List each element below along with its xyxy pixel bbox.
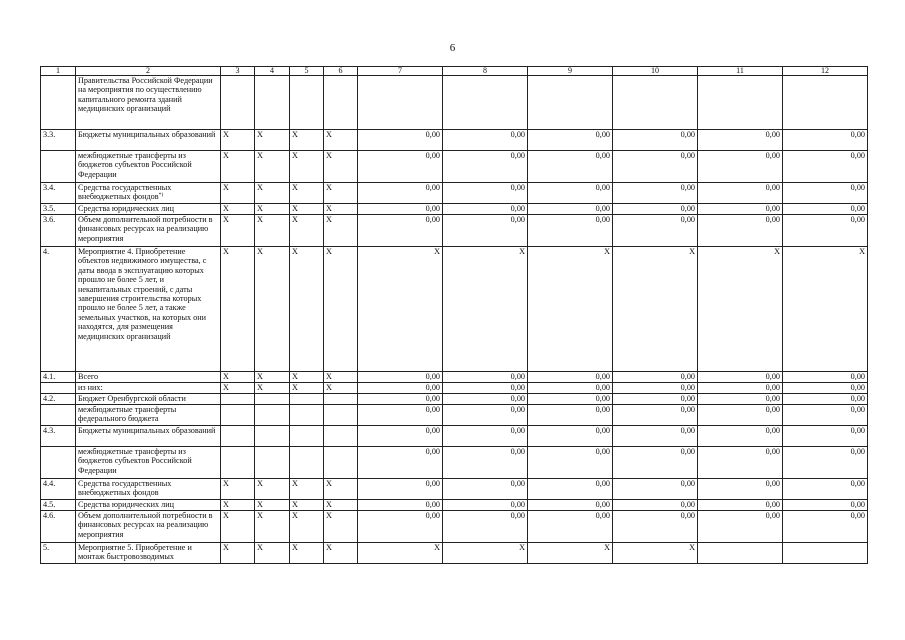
header-row [41,67,868,76]
column-header: 6 [324,67,358,76]
value-cell [698,76,783,130]
mark-cell: X [221,151,255,183]
value-cell: 0,00 [528,405,613,426]
mark-cell [255,394,290,405]
value-cell: 0,00 [358,151,443,183]
mark-cell [324,447,358,479]
value-cell: 0,00 [358,372,443,383]
mark-cell: X [290,151,324,183]
value-cell: 0,00 [783,151,868,183]
row-number: 3.4. [41,183,76,204]
value-cell: 0,00 [358,426,443,447]
mark-cell: X [221,479,255,500]
mark-cell [324,426,358,447]
row-name-cell [76,405,221,426]
value-cell [783,76,868,130]
mark-cell: X [221,130,255,151]
mark-cell: X [290,543,324,564]
value-cell: 0,00 [358,447,443,479]
value-cell: 0,00 [698,383,783,394]
mark-cell: X [324,151,358,183]
value-cell: 0,00 [358,183,443,204]
mark-cell [324,394,358,405]
value-cell: 0,00 [528,447,613,479]
mark-cell [221,394,255,405]
column-header: 8 [443,67,528,76]
table-row [41,130,868,151]
value-cell: 0,00 [358,405,443,426]
row-name-cell [76,204,221,215]
mark-cell: X [324,247,358,372]
row-number: 4.6. [41,511,76,543]
value-cell: 0,00 [783,405,868,426]
mark-cell: X [324,372,358,383]
mark-cell: X [221,543,255,564]
value-cell: 0,00 [358,511,443,543]
mark-cell [290,394,324,405]
column-header: 4 [255,67,290,76]
mark-cell: X [255,479,290,500]
row-number [41,76,76,130]
value-cell: 0,00 [528,511,613,543]
mark-cell: X [255,511,290,543]
value-cell: 0,00 [698,394,783,405]
value-cell: 0,00 [613,204,698,215]
row-name: Средства юридических лиц [78,204,174,213]
column-header: 11 [698,67,783,76]
row-name-cell [76,130,221,151]
row-name: из них: [78,383,103,392]
mark-cell: X [221,372,255,383]
table-row [41,204,868,215]
value-cell: 0,00 [443,405,528,426]
table-row [41,383,868,394]
table-row [41,151,868,183]
row-number: 3.5. [41,204,76,215]
row-name-cell [76,151,221,183]
row-name: межбюджетные трансферты из бюджетов субъектов Российской Федерации [78,447,192,475]
value-cell: 0,00 [443,447,528,479]
row-name: Объем дополнительной потребности в финансовых ресурсах на реализацию мероприятия [78,511,213,539]
mark-cell: X [255,183,290,204]
mark-cell [221,405,255,426]
value-cell: 0,00 [698,130,783,151]
value-cell: 0,00 [613,447,698,479]
mark-cell: X [290,183,324,204]
row-name: Мероприятие 5. Приобретение и монтаж быстровозводимых [78,543,192,562]
column-header: 5 [290,67,324,76]
mark-cell: X [290,204,324,215]
mark-cell: X [221,247,255,372]
row-name: Всего [78,372,99,381]
row-name-cell [76,215,221,247]
mark-cell: X [290,130,324,151]
value-cell: 0,00 [443,372,528,383]
page-number: 6 [449,42,456,54]
value-cell: 0,00 [698,215,783,247]
row-number: 4. [41,247,76,372]
value-cell [528,76,613,130]
value-cell: 0,00 [358,204,443,215]
value-cell: 0,00 [613,426,698,447]
value-cell: 0,00 [613,215,698,247]
mark-cell: X [324,183,358,204]
value-cell: 0,00 [783,479,868,500]
value-cell: 0,00 [613,383,698,394]
row-name: межбюджетные трансферты из бюджетов субъектов Российской Федерации [78,151,192,179]
mark-cell: X [255,500,290,511]
row-number: 4.4. [41,479,76,500]
value-cell [613,76,698,130]
value-cell [358,76,443,130]
row-name: Мероприятие 4. Приобретение объектов недвижимого имущества, с даты ввода в эксплуатацию которых прошло не более 5 лет, и некапитальных строений, с даты завершения строительства которых прошло не более 5 лет, а также земельных участков, на которых они находятся, для размещения медицинских организаций [78,247,207,341]
value-cell: 0,00 [783,183,868,204]
mark-cell: X [290,500,324,511]
row-number [41,383,76,394]
mark-cell: X [221,500,255,511]
mark-cell [324,76,358,130]
mark-cell: X [255,543,290,564]
mark-cell: X [255,215,290,247]
mark-cell [290,76,324,130]
row-name-cell [76,394,221,405]
value-cell: 0,00 [528,204,613,215]
table-row [41,183,868,204]
value-cell: X [358,247,443,372]
value-cell: 0,00 [443,511,528,543]
value-cell: 0,00 [698,151,783,183]
row-name-cell [76,183,221,204]
value-cell: 0,00 [443,426,528,447]
value-cell: 0,00 [358,215,443,247]
value-cell: X [783,247,868,372]
table-row [41,405,868,426]
mark-cell: X [324,500,358,511]
mark-cell [255,447,290,479]
value-cell: 0,00 [443,215,528,247]
value-cell: 0,00 [613,394,698,405]
mark-cell: X [255,383,290,394]
table-row [41,394,868,405]
row-name-cell [76,76,221,130]
table-body [41,67,868,564]
value-cell: 0,00 [358,394,443,405]
row-name: Средства государственных внебюджетных фондов [78,183,172,202]
value-cell: 0,00 [783,426,868,447]
value-cell [783,543,868,564]
row-name-cell [76,383,221,394]
mark-cell: X [324,383,358,394]
table-row [41,479,868,500]
value-cell: 0,00 [443,204,528,215]
value-cell: 0,00 [613,479,698,500]
mark-cell: X [221,204,255,215]
funding-table [40,66,868,564]
mark-cell: X [290,215,324,247]
value-cell: 0,00 [358,479,443,500]
mark-cell [324,405,358,426]
value-cell: 0,00 [783,215,868,247]
mark-cell: X [324,543,358,564]
value-cell: 0,00 [783,447,868,479]
table-row [41,215,868,247]
mark-cell: X [255,247,290,372]
row-number: 4.3. [41,426,76,447]
mark-cell: X [221,215,255,247]
mark-cell: X [290,383,324,394]
mark-cell [255,405,290,426]
row-name: Средства юридических лиц [78,500,174,509]
table-row [41,500,868,511]
row-number [41,405,76,426]
mark-cell: X [255,130,290,151]
mark-cell [290,426,324,447]
value-cell: 0,00 [698,479,783,500]
column-header: 9 [528,67,613,76]
value-cell: 0,00 [698,183,783,204]
mark-cell: X [255,372,290,383]
value-cell: 0,00 [528,394,613,405]
mark-cell: X [324,130,358,151]
value-cell: 0,00 [698,204,783,215]
value-cell: 0,00 [783,511,868,543]
value-cell: 0,00 [698,500,783,511]
mark-cell: X [221,383,255,394]
table-row [41,447,868,479]
value-cell: 0,00 [443,383,528,394]
value-cell: 0,00 [783,500,868,511]
row-name: Средства государственных внебюджетных фондов [78,479,172,498]
mark-cell: X [324,204,358,215]
row-name: Бюджеты муниципальных образований [78,426,216,435]
column-header: 7 [358,67,443,76]
mark-cell: X [290,479,324,500]
mark-cell: X [290,372,324,383]
mark-cell [255,426,290,447]
value-cell: X [528,543,613,564]
column-header: 2 [76,67,221,76]
value-cell: 0,00 [528,215,613,247]
value-cell: 0,00 [698,372,783,383]
footnote-mark: *) [158,192,164,199]
value-cell: 0,00 [528,426,613,447]
value-cell: 0,00 [443,394,528,405]
value-cell: 0,00 [528,130,613,151]
value-cell: 0,00 [528,500,613,511]
row-name-cell [76,447,221,479]
value-cell: 0,00 [698,511,783,543]
value-cell: 0,00 [783,204,868,215]
row-number: 4.5. [41,500,76,511]
value-cell: X [613,543,698,564]
mark-cell: X [255,204,290,215]
value-cell: 0,00 [358,500,443,511]
mark-cell [221,447,255,479]
mark-cell: X [324,511,358,543]
value-cell: X [613,247,698,372]
value-cell: 0,00 [528,372,613,383]
mark-cell: X [290,247,324,372]
mark-cell [290,447,324,479]
value-cell: X [358,543,443,564]
value-cell [698,543,783,564]
mark-cell: X [255,151,290,183]
value-cell: 0,00 [613,372,698,383]
value-cell: 0,00 [528,383,613,394]
value-cell: 0,00 [358,383,443,394]
value-cell: 0,00 [783,130,868,151]
value-cell [443,76,528,130]
row-name: Объем дополнительной потребности в финансовых ресурсах на реализацию мероприятия [78,215,213,243]
mark-cell [290,405,324,426]
value-cell: 0,00 [528,151,613,183]
value-cell: 0,00 [528,183,613,204]
value-cell: 0,00 [358,130,443,151]
value-cell: 0,00 [613,405,698,426]
mark-cell: X [290,511,324,543]
column-header: 3 [221,67,255,76]
value-cell: X [443,543,528,564]
value-cell: 0,00 [783,383,868,394]
mark-cell [221,76,255,130]
value-cell: 0,00 [783,372,868,383]
value-cell: 0,00 [613,511,698,543]
table-row [41,426,868,447]
value-cell: 0,00 [528,479,613,500]
row-name-cell [76,479,221,500]
row-number: 3.6. [41,215,76,247]
value-cell: X [698,247,783,372]
mark-cell [255,76,290,130]
table-row [41,247,868,372]
column-header: 1 [41,67,76,76]
value-cell: 0,00 [443,151,528,183]
table-row [41,76,868,130]
row-name-cell [76,247,221,372]
mark-cell: X [324,215,358,247]
mark-cell [221,426,255,447]
row-number [41,447,76,479]
table-row [41,543,868,564]
mark-cell: X [221,511,255,543]
value-cell: 0,00 [443,500,528,511]
value-cell: X [443,247,528,372]
value-cell: 0,00 [443,479,528,500]
value-cell: 0,00 [613,130,698,151]
row-name-cell [76,372,221,383]
value-cell: 0,00 [613,151,698,183]
row-number: 4.1. [41,372,76,383]
value-cell: 0,00 [783,394,868,405]
value-cell: 0,00 [698,405,783,426]
column-header: 12 [783,67,868,76]
row-number: 4.2. [41,394,76,405]
row-name: Бюджеты муниципальных образований [78,130,216,139]
row-name-cell [76,511,221,543]
row-number: 3.3. [41,130,76,151]
table-row [41,511,868,543]
value-cell: 0,00 [443,183,528,204]
value-cell: 0,00 [613,183,698,204]
value-cell: 0,00 [698,447,783,479]
row-name-cell [76,500,221,511]
column-header: 10 [613,67,698,76]
row-name: Бюджет Оренбургской области [78,394,186,403]
row-name: Правительства Российской Федерации на мероприятия по осуществлению капитального ремонта зданий медицинских организаций [78,76,213,114]
row-name-cell [76,426,221,447]
value-cell: 0,00 [443,130,528,151]
table-row [41,372,868,383]
value-cell: 0,00 [698,426,783,447]
value-cell: 0,00 [613,500,698,511]
value-cell: X [528,247,613,372]
mark-cell: X [221,183,255,204]
row-name-cell [76,543,221,564]
mark-cell: X [324,479,358,500]
row-number [41,151,76,183]
row-number: 5. [41,543,76,564]
row-name: межбюджетные трансферты федерального бюджета [78,405,177,424]
